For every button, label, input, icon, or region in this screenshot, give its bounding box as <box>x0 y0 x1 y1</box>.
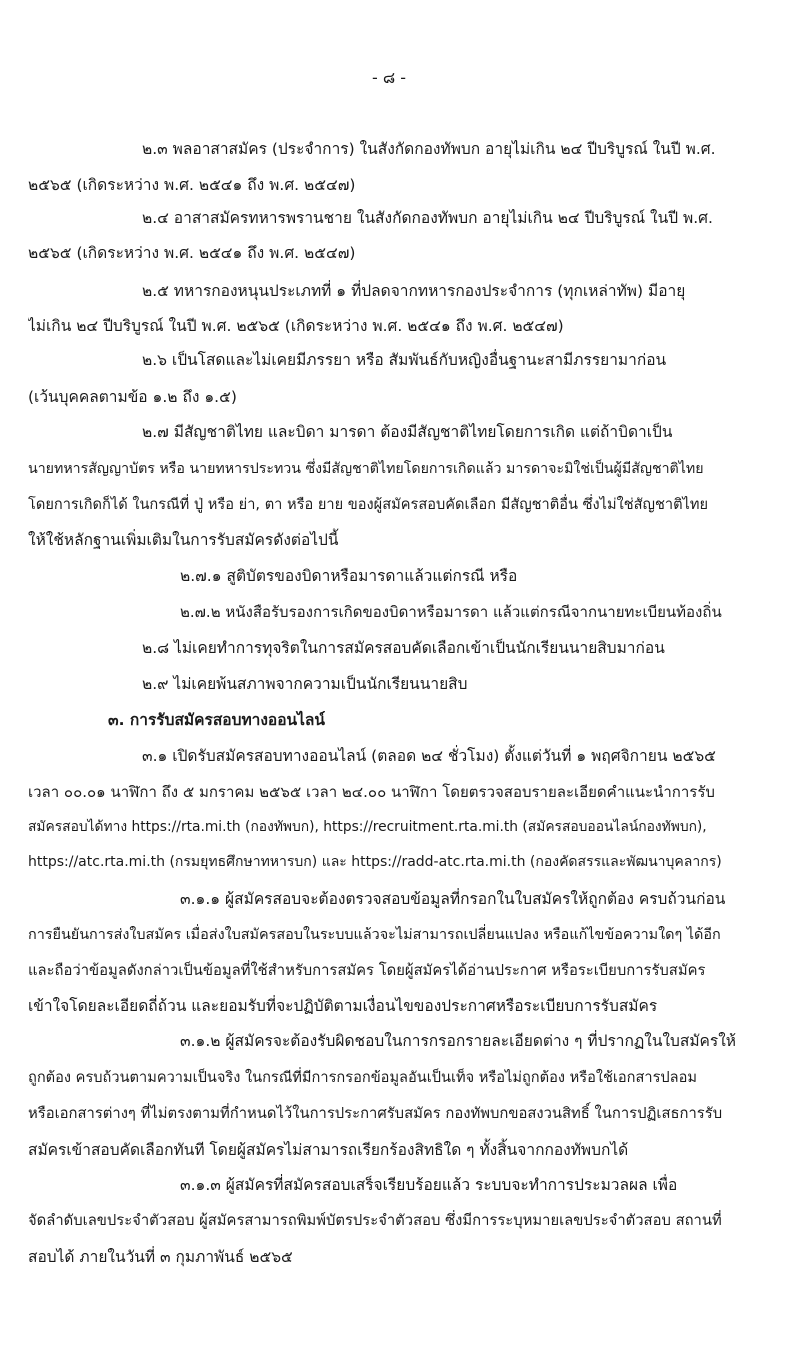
clause-3-1-line-3: สมัครสอบได้ทาง https://rta.mi.th (กองทัพบก), https://recruitment.rta.mi.th (สมัครสอบออนไลน์กองทัพบก), <box>28 819 707 835</box>
clause-3-1-1-line-2: การยืนยันการส่งใบสมัคร เมื่อส่งใบสมัครสอบในระบบแล้วจะไม่สามารถเปลี่ยนแปลง หรือแก้ไขข้อความใดๆ ได้อีก <box>28 927 721 943</box>
clause-2-4-line-1: ๒.๔ อาสาสมัครทหารพรานชาย ในสังกัดกองทัพบก อายุไม่เกิน ๒๔ ปีบริบูรณ์ ในปี พ.ศ. <box>142 209 713 227</box>
clause-3-1-3-line-1: ๓.๑.๓ ผู้สมัครที่สมัครสอบเสร็จเรียบร้อยแล้ว ระบบจะทำการประมวลผล เพื่อ <box>180 1176 678 1194</box>
clause-3-1-line-1: ๓.๑ เปิดรับสมัครสอบทางออนไลน์ (ตลอด ๒๔ ชั่วโมง) ตั้งแต่วันที่ ๑ พฤศจิกายน ๒๕๖๕ <box>142 747 716 765</box>
page-number: - ๘ - <box>372 68 407 87</box>
clause-2-7-line-1: ๒.๗ มีสัญชาติไทย และบิดา มารดา ต้องมีสัญชาติไทยโดยการเกิด แต่ถ้าบิดาเป็น <box>142 423 673 441</box>
clause-3-1-2-line-3: หรือเอกสารต่างๆ ที่ไม่ตรงตามที่กำหนดไว้ในการประกาศรับสมัคร กองทัพบกขอสงวนสิทธิ์ ในการปฏิเสธการรับ <box>28 1105 723 1122</box>
clause-3-1-1-line-4: เข้าใจโดยละเอียดถี่ถ้วน และยอมรับที่จะปฏิบัติตามเงื่อนไขของประกาศหรือระเบียบการรับสมัคร <box>28 997 658 1015</box>
clause-2-9: ๒.๙ ไม่เคยพ้นสภาพจากความเป็นนักเรียนนายสิบ <box>142 675 468 693</box>
clause-3-1-2-line-4: สมัครเข้าสอบคัดเลือกทันที โดยผู้สมัครไม่สามารถเรียกร้องสิทธิใด ๆ ทั้งสิ้นจากกองทัพบกได้ <box>28 1141 629 1159</box>
clause-3-1-2-line-2: ถูกต้อง ครบถ้วนตามความเป็นจริง ในกรณีที่มีการกรอกข้อมูลอันเป็นเท็จ หรือไม่ถูกต้อง หรือใช้เอกสารปลอม <box>28 1069 698 1086</box>
clause-2-6-line-1: ๒.๖ เป็นโสดและไม่เคยมีภรรยา หรือ สัมพันธ์กับหญิงอื่นฐานะสามีภรรยามาก่อน <box>142 351 667 369</box>
clause-2-4-line-2: ๒๕๖๕ (เกิดระหว่าง พ.ศ. ๒๕๔๑ ถึง พ.ศ. ๒๕๔๗) <box>28 244 356 262</box>
clause-3-1-1-line-1: ๓.๑.๑ ผู้สมัครสอบจะต้องตรวจสอบข้อมูลที่กรอกในใบสมัครให้ถูกต้อง ครบถ้วนก่อน <box>180 890 726 908</box>
clause-2-7-line-4: ให้ใช้หลักฐานเพิ่มเติมในการรับสมัครดังต่อไปนี้ <box>28 531 339 549</box>
clause-3-1-1-line-3: และถือว่าข้อมูลดังกล่าวเป็นข้อมูลที่ใช้สำหรับการสมัคร โดยผู้สมัครได้อ่านประกาศ หรือระเบียบการรับสมัคร <box>28 962 706 979</box>
clause-2-3-line-1: ๒.๓ พลอาสาสมัคร (ประจำการ) ในสังกัดกองทัพบก อายุไม่เกิน ๒๔ ปีบริบูรณ์ ในปี พ.ศ. <box>142 140 716 158</box>
clause-3-1-line-4: https://atc.rta.mi.th (กรมยุทธศึกษาทหารบก) และ https://radd-atc.rta.mi.th (กองคัดสรรและพัฒนาบุคลากร) <box>28 854 722 870</box>
clause-3-1-line-2: เวลา ๐๐.๐๑ นาฬิกา ถึง ๕ มกราคม ๒๕๖๕ เวลา ๒๔.๐๐ นาฬิกา โดยตรวจสอบรายละเอียดคำแนะนำการรับ <box>28 783 715 801</box>
clause-3-1-2-line-1: ๓.๑.๒ ผู้สมัครจะต้องรับผิดชอบในการกรอกรายละเอียดต่าง ๆ ที่ปรากฏในใบสมัครให้ <box>180 1032 737 1050</box>
clause-2-5-line-2: ไม่เกิน ๒๔ ปีบริบูรณ์ ในปี พ.ศ. ๒๕๖๕ (เกิดระหว่าง พ.ศ. ๒๕๔๑ ถึง พ.ศ. ๒๕๔๗) <box>28 317 564 335</box>
clause-3-1-3-line-2: จัดลำดับเลขประจำตัวสอบ ผู้สมัครสามารถพิมพ์บัตรประจำตัวสอบ ซึ่งมีการระบุหมายเลขประจำตัวสอบ สถานที่ <box>28 1212 722 1229</box>
clause-2-7-line-3: โดยการเกิดก็ได้ ในกรณีที่ ปู่ หรือ ย่า, ตา หรือ ยาย ของผู้สมัครสอบคัดเลือก มีสัญชาติอื่น ซึ่งไม่ใช่สัญชาติไทย <box>28 496 709 513</box>
clause-3-1-3-line-3: สอบได้ ภายในวันที่ ๓ กุมภาพันธ์ ๒๕๖๕ <box>28 1248 293 1266</box>
clause-2-7-2: ๒.๗.๒ หนังสือรับรองการเกิดของบิดาหรือมารดา แล้วแต่กรณีจากนายทะเบียนท้องถิ่น <box>180 603 722 621</box>
clause-2-6-line-2: (เว้นบุคคลตามข้อ ๑.๒ ถึง ๑.๕) <box>28 388 237 406</box>
clause-2-3-line-2: ๒๕๖๕ (เกิดระหว่าง พ.ศ. ๒๕๔๑ ถึง พ.ศ. ๒๕๔๗) <box>28 176 356 194</box>
section-3-heading: ๓. การรับสมัครสอบทางออนไลน์ <box>108 711 326 729</box>
clause-2-7-line-2: นายทหารสัญญาบัตร หรือ นายทหารประทวน ซึ่งมีสัญชาติไทยโดยการเกิดแล้ว มารดาจะมิใช่เป็นผู้มีสัญชาติไทย <box>28 461 704 477</box>
clause-2-7-1: ๒.๗.๑ สูติบัตรของบิดาหรือมารดาแล้วแต่กรณี หรือ <box>180 567 518 585</box>
clause-2-8: ๒.๘ ไม่เคยทำการทุจริตในการสมัครสอบคัดเลือกเข้าเป็นนักเรียนนายสิบมาก่อน <box>142 639 665 657</box>
clause-2-5-line-1: ๒.๕ ทหารกองหนุนประเภทที่ ๑ ที่ปลดจากทหารกองประจำการ (ทุกเหล่าทัพ) มีอายุ <box>142 282 686 300</box>
